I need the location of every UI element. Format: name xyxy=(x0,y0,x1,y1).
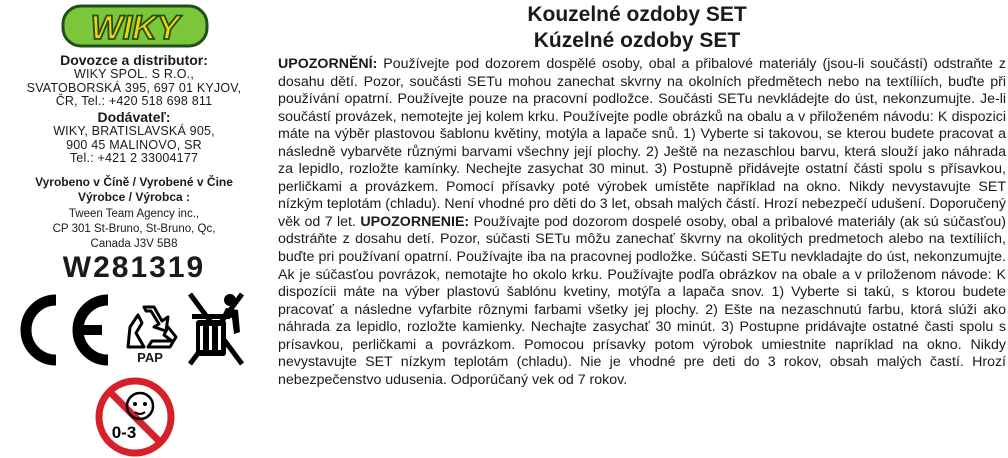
age-label: 0-3 xyxy=(111,423,137,442)
ce-mark-icon xyxy=(8,290,116,370)
wiky-logo xyxy=(60,2,210,50)
manufacturer-line: Canada J3V 5B8 xyxy=(90,238,178,250)
title-czech: Kouzelné ozdoby SET xyxy=(527,3,747,26)
distributor-line: ČR, Tel.: +420 518 698 811 xyxy=(55,94,213,108)
distributor-address xyxy=(0,68,268,109)
made-in-note: Vyrobeno v Číně / Vyrobené v Čine xyxy=(35,175,233,189)
label-left-column xyxy=(0,0,268,458)
importer-line: WIKY, BRATISLAVSKÁ 905, xyxy=(53,124,215,138)
importer-address xyxy=(0,125,268,166)
age-warning-icon xyxy=(94,376,176,458)
distributor-line: WIKY SPOL. S R.O., xyxy=(73,67,195,81)
importer-line: Tel.: +421 2 33004177 xyxy=(69,151,199,165)
distributor-line: SVATOBORSKÁ 395, 697 01 KYJOV, xyxy=(26,80,242,95)
waste-bin-icon xyxy=(186,288,246,370)
manufacturer-title: Výrobce / Výrobca : xyxy=(77,190,191,204)
manufacturer-address xyxy=(0,207,268,252)
distributor-title: Dovozce a distributor: xyxy=(60,52,208,68)
title-slovak: Kúzelné ozdoby SET xyxy=(533,29,741,52)
warning-text-slovak: Používajte pod dozorom dospelé osoby, obal a prìbalové materiály (ak sú súčasťou) odstráňte z dosahu detí. Pozor, súčasti SETu môžu zanechať škvrny na okolitých predmetoch alebo na textíliích, buďte pri používaní opatrní. Používajte iba na pracovnej podložke. Súčasti SETu nevkladajte do úst, nekonzumujte. Ak je súčasťou povrázok, nemotajte ho okolo krku. Používajte podľa obrázkov na obale a v priloženom návode: K dispozícii máte na výber plastovú šablónu kvetiny, motýľa a lapača snov. 1) Vyberte si takú, s ktorou budete pracovať a následne vyfarbite rôznymi farbami všetky jej plochy. 2) Ešte na nezaschnutú farbu, ktorá slúži ako náhrada za lepidlo, rozložte kamienky. Nechajte zasychať 30 minút. 3) Postupne pridávajte ostatné časti spolu s prísavkou, perličkami a povrázkom. Pomocou prísavky potom výrobok umiestnite napríklad na okno. Nikdy nevystavujte SET nízkym teplotám (chladu). Nie je vhodné pre deti do 3 rokov, obsah malých častí. Hrozí nebezpečenstvo udusenia. Odporúčaný vek od 7 rokov. xyxy=(278,213,1006,388)
manufacturer-line: Tween Team Agency inc., xyxy=(68,208,200,220)
warning-text-block xyxy=(278,56,1006,389)
manufacturer-line: CP 301 St-Bruno, St-Bruno, Qc, xyxy=(52,223,216,235)
warning-label-slovak: UPOZORNENIE: xyxy=(360,213,470,230)
logo-text: WIKY xyxy=(90,9,180,47)
warning-text-czech: Používejte pod dozorem dospělé osoby, obal a přibalové materiály (jsou-li součástí) odstraňte z dosahu dětí. Pozor, součásti SETu mohou zanechat skvrny na okolních předmětech nebo na textíliích, buďte při používání opatrní. Používejte pouze na pracovní podložce. Součásti SETu nevkládejte do úst, nekonzumujte. Je-li součástí provázek, nemotejte jej kolem krku. Používejte podle obrázků na obalu a v přiloženém návodu: K dispozici máte na výběr plastovou šablonu květiny, motýla a lapače snů. 1) Vyberte si takovou, se kterou budete pracovat a následně vybarvěte různými barvami všechny její plochy. 2) Ještě na nezaschlou barvu, která slouží jako náhrada za lepidlo, rozložte kamínky. Nechejte zasychat 30 minut. 3) Postupně přidávejte ostatní části spolu s přísavkou, perličkami a provázkem. Pomocí přísavky poté výrobek umístěte například na okno. Nikdy nevystavujte SET nízkým teplotám (chladu). Není vhodné pro děti do 3 let, obsah malých částí. Hrozí nebezpečí udušení. Doporučený věk od 7 let. xyxy=(278,56,1006,230)
recycle-label: PAP xyxy=(137,350,163,365)
product-code: W281319 xyxy=(62,251,206,284)
importer-line: 900 45 MALINOVO, SR xyxy=(66,137,202,152)
warning-label-czech: UPOZORNĚNÍ: xyxy=(278,56,378,72)
importer-title: Dodávateľ: xyxy=(97,109,171,125)
